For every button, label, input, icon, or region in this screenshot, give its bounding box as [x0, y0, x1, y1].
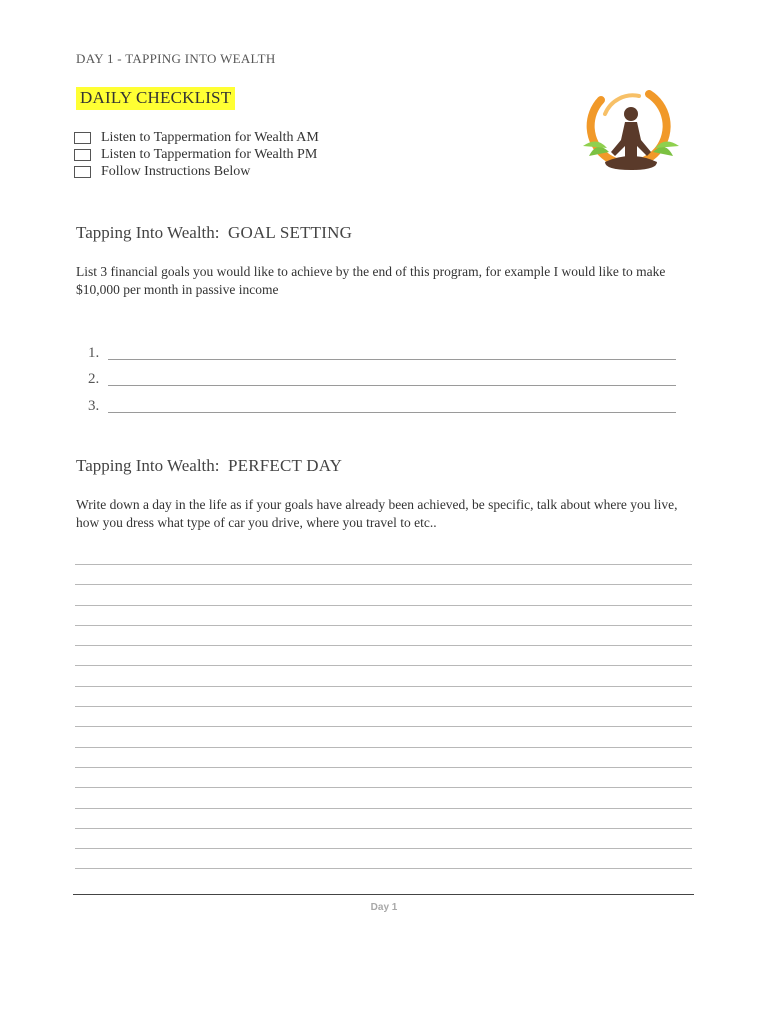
- goal-answer-line[interactable]: [108, 372, 676, 386]
- writing-area[interactable]: [75, 564, 692, 889]
- checklist-item-label: Listen to Tappermation for Wealth AM: [101, 129, 319, 145]
- writing-line[interactable]: [75, 767, 692, 787]
- writing-line[interactable]: [75, 686, 692, 706]
- goal-setting-title: [76, 223, 352, 243]
- perfect-day-title: [76, 456, 342, 476]
- section-title-main: GOAL SETTING: [228, 223, 353, 242]
- goal-list-item: [88, 335, 676, 362]
- goal-answer-line[interactable]: [108, 399, 676, 413]
- checkbox[interactable]: [74, 149, 91, 161]
- writing-line[interactable]: [75, 706, 692, 726]
- writing-line[interactable]: [75, 747, 692, 767]
- goal-list-item: [88, 362, 676, 389]
- writing-line[interactable]: [75, 808, 692, 828]
- checklist-item-label: Follow Instructions Below: [101, 163, 251, 179]
- section-title-prefix: Tapping Into Wealth:: [76, 223, 220, 242]
- footer-page-label: Day 1: [370, 902, 398, 913]
- goal-list-item: [88, 388, 676, 415]
- page-header: DAY 1 - TAPPING INTO WEALTH: [76, 51, 276, 66]
- writing-line[interactable]: [75, 605, 692, 625]
- goal-number: 3.: [88, 397, 100, 414]
- section-title-main: PERFECT DAY: [228, 456, 343, 475]
- checkbox[interactable]: [74, 166, 91, 178]
- writing-line[interactable]: [75, 726, 692, 746]
- writing-line[interactable]: [75, 828, 692, 848]
- writing-line[interactable]: [75, 645, 692, 665]
- goal-answer-line[interactable]: [108, 346, 676, 360]
- goal-setting-instructions: List 3 financial goals you would like to achieve by the end of this program, for example I would like to make $10,000 per month in passive income: [76, 264, 666, 297]
- daily-checklist: [74, 129, 319, 180]
- writing-line[interactable]: [75, 564, 692, 584]
- checkbox[interactable]: [74, 132, 91, 144]
- checklist-item-label: Listen to Tappermation for Wealth PM: [101, 146, 318, 162]
- writing-line[interactable]: [75, 625, 692, 645]
- perfect-day-instructions: Write down a day in the life as if your goals have already been achieved, be specific, talk about where you live, how you dress what type of car you drive, where you travel to etc..: [76, 497, 678, 530]
- goal-list: [88, 335, 676, 415]
- writing-line[interactable]: [75, 848, 692, 868]
- meditation-figure-icon: [575, 78, 687, 196]
- goal-number: 2.: [88, 371, 100, 387]
- writing-line[interactable]: [75, 787, 692, 807]
- writing-line[interactable]: [75, 868, 692, 888]
- checklist-item: [74, 129, 319, 146]
- checklist-item: [74, 163, 319, 180]
- goal-number: 1.: [88, 344, 100, 361]
- daily-checklist-title: DAILY CHECKLIST: [76, 87, 235, 110]
- writing-line[interactable]: [75, 584, 692, 604]
- checklist-item: [74, 146, 319, 163]
- writing-line[interactable]: [75, 665, 692, 685]
- section-title-prefix: Tapping Into Wealth:: [76, 456, 220, 475]
- footer-divider: [73, 894, 694, 895]
